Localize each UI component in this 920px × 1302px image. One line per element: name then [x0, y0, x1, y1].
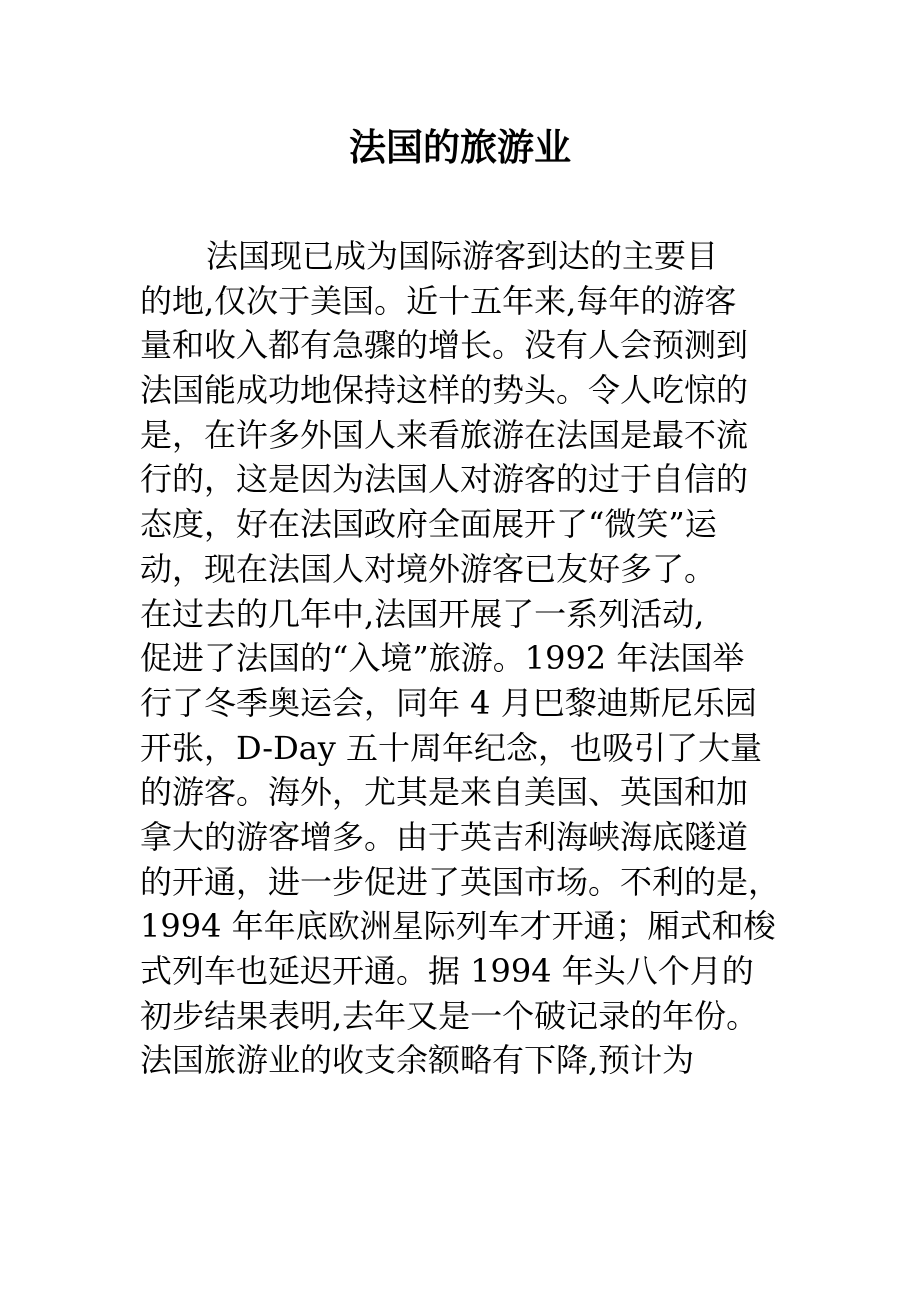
text-line: 态度，好在法国政府全面展开了“微笑”运 — [140, 505, 717, 544]
text-line: 开张，D-Day 五十周年纪念，也吸引了大量 — [140, 728, 763, 767]
document-title: 法国的旅游业 — [349, 126, 571, 169]
text-line: 拿大的游客增多。由于英吉利海峡海底隧道 — [140, 817, 749, 856]
text-line: 法国现已成为国际游客到达的主要目 — [206, 237, 719, 275]
text-line: 法国旅游业的收支余额略有下降,预计为 — [140, 1041, 695, 1080]
text-line: 式列车也延迟开通。据 1994 年头八个月的 — [140, 952, 754, 990]
body-text — [140, 234, 800, 1083]
text-line: 行了冬季奥运会，同年 4 月巴黎迪斯尼乐园 — [140, 683, 757, 722]
text-line: 1994 年年底欧洲星际列车才开通；厢式和梭 — [140, 907, 776, 946]
text-line: 量和收入都有急骤的增长。没有人会预测到 — [140, 326, 749, 365]
text-line: 的地,仅次于美国。近十五年来,每年的游客 — [140, 281, 737, 320]
text-line: 在过去的几年中,法国开展了一系列活动, — [140, 594, 705, 633]
text-line: 促进了法国的“入境”旅游。1992 年法国举 — [140, 639, 745, 678]
text-line: 动，现在法国人对境外游客已友好多了。 — [140, 549, 717, 588]
text-line: 是，在许多外国人来看旅游在法国是最不流 — [140, 415, 749, 454]
text-line: 初步结果表明,去年又是一个破记录的年份。 — [140, 996, 759, 1035]
text-line: 行的，这是因为法国人对游客的过于自信的 — [140, 460, 749, 499]
text-line: 的游客。海外，尤其是来自美国、英国和加 — [140, 773, 749, 812]
text-line: 法国能成功地保持这样的势头。令人吃惊的 — [140, 371, 749, 410]
text-line: 的开通，进一步促进了英国市场。不利的是， — [140, 862, 781, 901]
